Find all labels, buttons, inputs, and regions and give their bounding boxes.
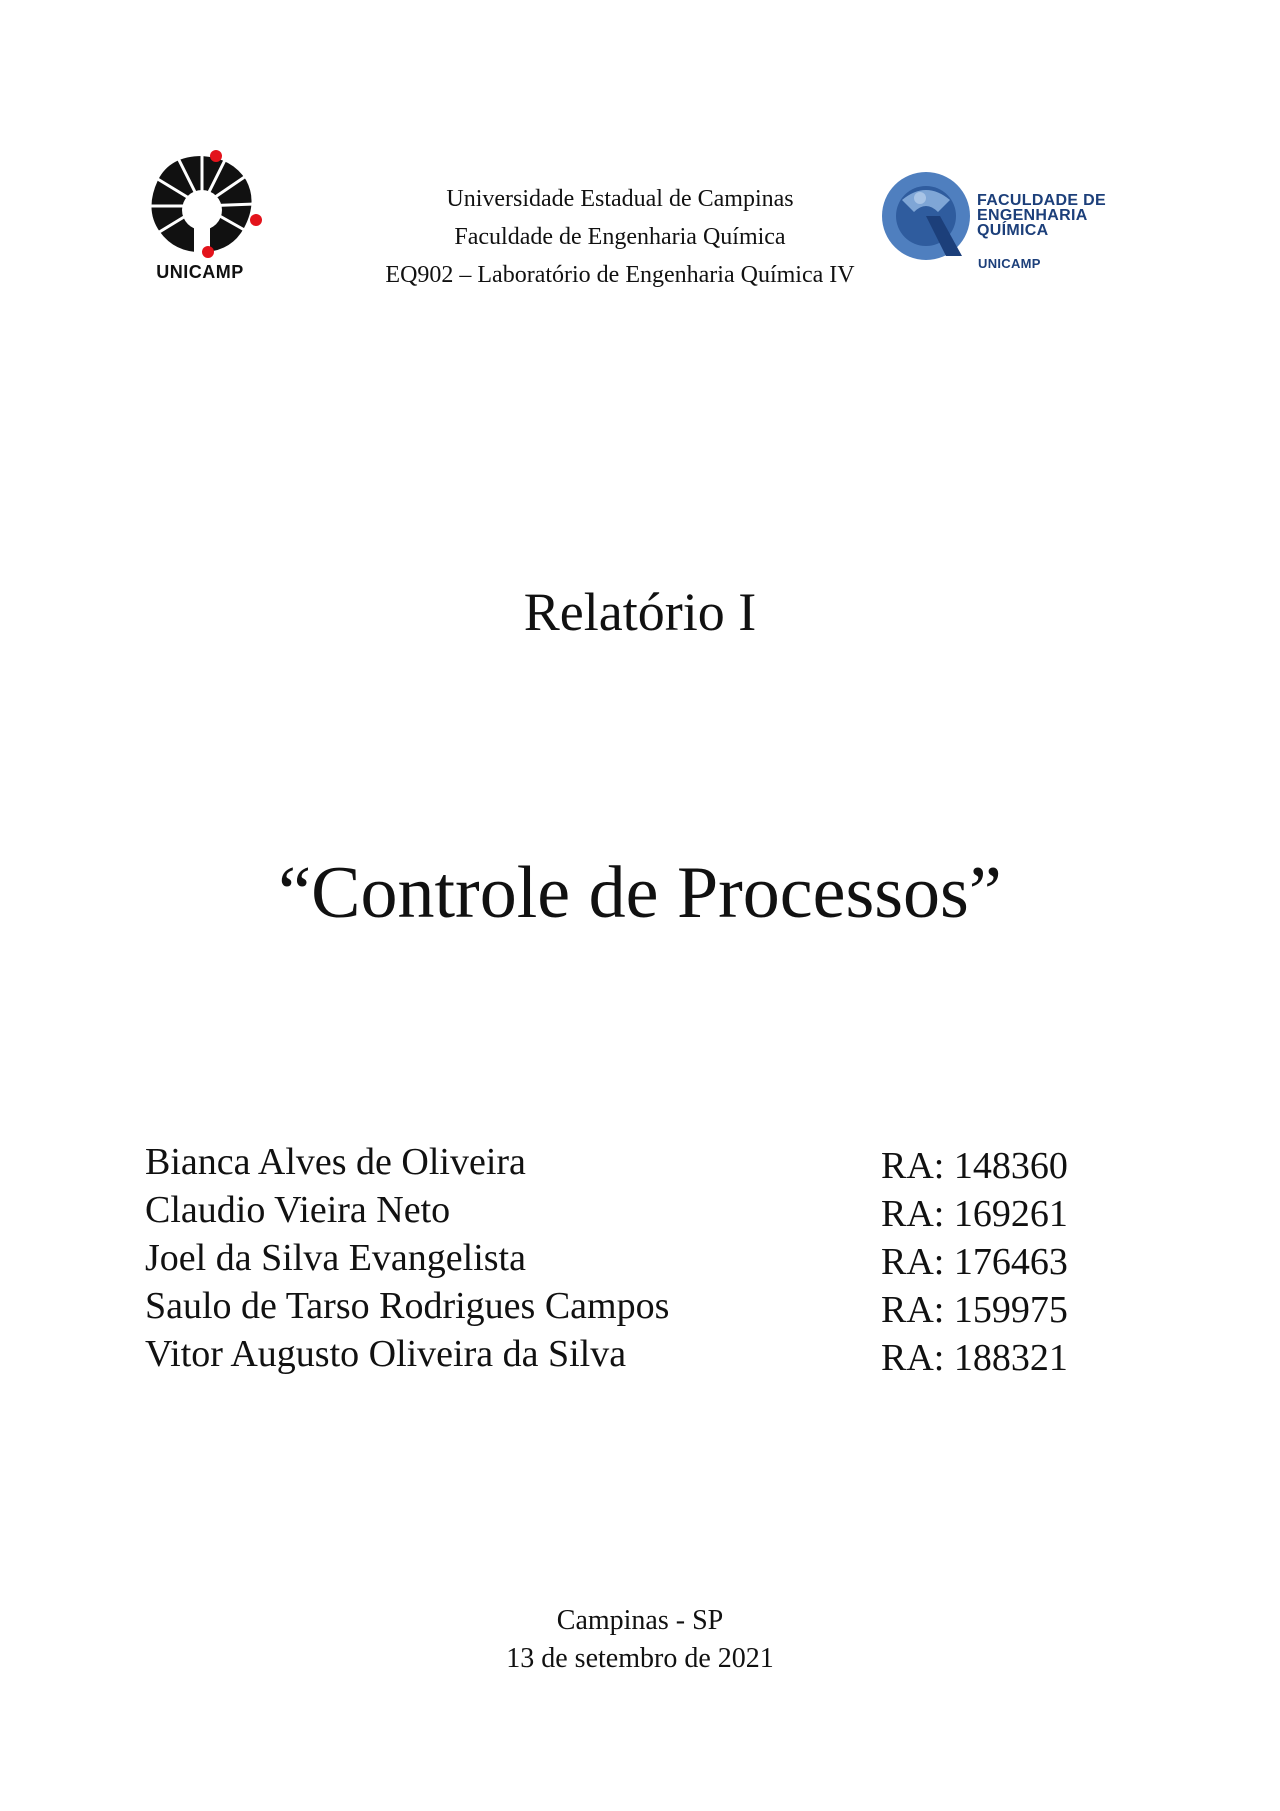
author-ra: RA: 148360 [881, 1145, 1068, 1187]
feq-line-3: QUÍMICA [977, 222, 1049, 239]
author-name: Claudio Vieira Neto [145, 1189, 451, 1231]
report-label: Relatório I [523, 582, 757, 642]
course-name: EQ902 – Laboratório de Engenharia Química IV [385, 262, 855, 288]
author-ra: RA: 169261 [881, 1193, 1068, 1235]
report-title: “Controle de Processos” [278, 852, 1002, 934]
unicamp-logo [140, 150, 270, 290]
author-name: Bianca Alves de Oliveira [145, 1141, 526, 1183]
feq-line-2: ENGENHARIA [977, 207, 1088, 224]
location: Campinas - SP [556, 1605, 724, 1636]
author-ra: RA: 159975 [881, 1289, 1068, 1331]
author-ra: RA: 176463 [881, 1241, 1068, 1283]
footer [0, 1602, 1280, 1678]
author-row [145, 1236, 1105, 1284]
author-row [145, 1332, 1105, 1380]
author-row [145, 1188, 1105, 1236]
author-name: Joel da Silva Evangelista [145, 1237, 526, 1279]
faculty-name: Faculdade de Engenharia Química [454, 224, 786, 250]
feq-line-1: FACULDADE DE [977, 192, 1106, 209]
author-name: Saulo de Tarso Rodrigues Campos [145, 1285, 670, 1327]
university-name: Universidade Estadual de Campinas [446, 186, 794, 212]
feq-logo [880, 170, 1160, 280]
author-ra: RA: 188321 [881, 1337, 1068, 1379]
date: 13 de setembro de 2021 [506, 1643, 774, 1674]
feq-name [977, 193, 1106, 238]
author-name: Vitor Augusto Oliveira da Silva [145, 1333, 627, 1375]
author-row [145, 1284, 1105, 1332]
institution-header [340, 180, 900, 294]
unicamp-wordmark: UNICAMP [156, 262, 244, 282]
authors-list [145, 1140, 1105, 1380]
feq-unicamp: UNICAMP [978, 256, 1041, 271]
feq-emblem-icon [880, 170, 980, 270]
author-row [145, 1140, 1105, 1188]
unicamp-emblem-icon [140, 150, 270, 260]
